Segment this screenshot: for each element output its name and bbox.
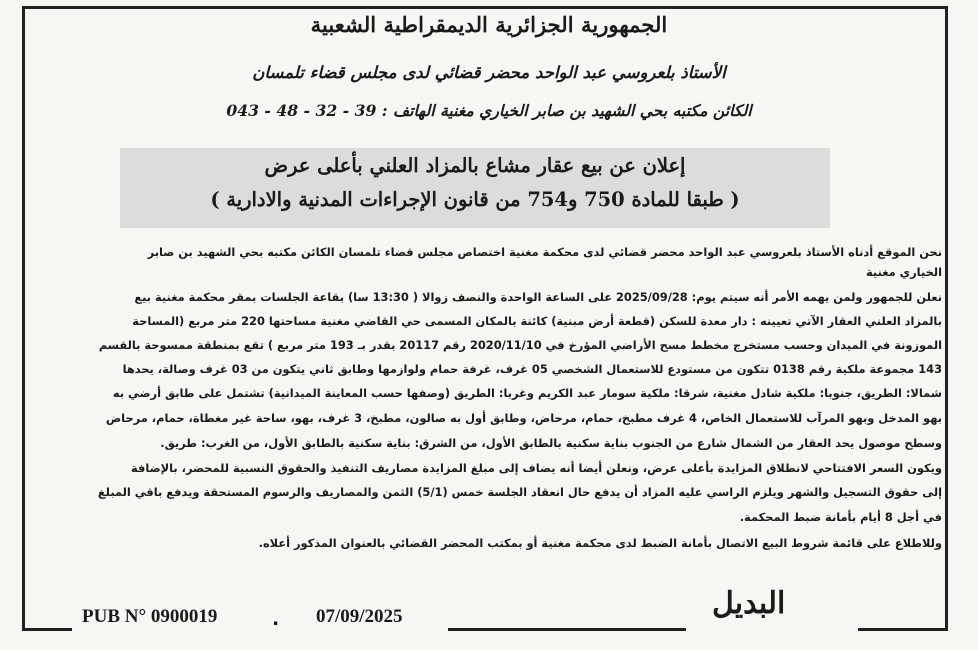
body-line: شمالا: الطريق، جنوبا: ملكية شادل مغنية، شرقا: ملكية سومار عبد الكريم وغربا: الطريق (وصفها حسب المعاينة الميدانية) تشتمل على طابق أرضي به (112, 386, 942, 400)
office-address: الكائن مكتبه بحي الشهيد بن صابر الخياري مغنية الهاتف : 39 - 32 - 48 - 043 (226, 101, 752, 120)
announcement-title-box (120, 148, 830, 228)
price-label: البديل (712, 586, 786, 621)
body-line: ويكون السعر الافتتاحي لانطلاق المزايدة بأعلى عرض، ونعلن أيضا أنه يضاف إلى مبلغ المزايدة مصاريف التنفيذ والحقوق النسبية للمحضر، بالإضافة (130, 461, 942, 475)
republic-title: الجمهورية الجزائرية الديمقراطية الشعبية (310, 12, 668, 37)
body-line: إلى حقوق التسجيل والشهر ويلزم الراسي عليه المزاد أن يدفع حال انعقاد الجلسة خمس (5/1) الثمن والمصاريف والرسوم المستحقة ويدفع باقي المبلغ (97, 485, 942, 499)
body-line: وللاطلاع على قائمة شروط البيع الاتصال بأمانة الضبط لدى محكمة مغنية أو بمكتب المحضر القضائي بالعنوان المذكور أعلاه. (258, 536, 942, 550)
announcement-title: إعلان عن بيع عقار مشاع بالمزاد العلني بأعلى عرض (264, 154, 686, 177)
body-line: وسطح موصول يحد العقار من الشمال شارع من الجنوب بناية سكنية بالطابق الأول، من الشرق: بناية سكنية بالطابق الأول، من الغرب: طريق. (160, 436, 942, 450)
legal-reference: ( طبقا للمادة 750 و754 من قانون الإجراءات المدنية والادارية ) (210, 188, 740, 211)
body-line: الموزونة في الميدان وحسب مستخرج مخطط مسح الأراضي المؤرخ في 2020/11/10 رقم 20117 بقدر بـ 193 متر مربع ) تقع بمنطقة ممسوحة بالقسم (98, 338, 942, 352)
bottom-rule-middle (448, 628, 686, 631)
bottom-rule-left (22, 628, 72, 631)
bailiff-name: الأستاذ بلعروسي عبد الواحد محضر قضائي لدى مجلس قضاء تلمسان (252, 62, 726, 82)
body-line: الخياري مغنية (866, 265, 942, 279)
body-line: نعلن للجمهور ولمن يهمه الأمر أنه سيتم يوم: 2025/09/28 على الساعة الواحدة والنصف زوالا ( 13:30 سا) بقاعة الجلسات بمقر محكمة مغنية بيع (134, 290, 942, 304)
body-line: بالمزاد العلني العقار الآتي تعيينه : دار معدة للسكن (قطعة أرض مبنية) كائنة بالمكان المسمى حي القاضي مغنية مساحتها 220 متر مربع (المساحة (132, 314, 942, 328)
body-line: نحن الموقع أدناه الأستاذ بلعروسي عبد الواحد محضر قضائي لدى محكمة مغنية اختصاص مجلس قضاء تلمسان الكائن مكتبه بحي الشهيد بن صابر (147, 245, 942, 259)
body-line: 143 مجموعة ملكية رقم 0138 تتكون من مستودع للاستعمال الشخصي 05 غرف، غرفة حمام ولوازمها وطابق ثاني يتكون من 03 غرف وصالة، يحدها (122, 362, 942, 376)
publication-date: 07/09/2025 (316, 606, 403, 627)
body-line: بهو المدخل وبهو المرآب للاستعمال الخاص، 4 غرف مطبخ، حمام، مرحاض، وطابق أول به صالون، مطبخ، 3 غرف، بهو، ساحة غير مغطاة، حمام، مرحاض (105, 411, 942, 425)
footer-separator: . (272, 608, 280, 630)
body-line: في أجل 8 أيام بأمانة ضبط المحكمة. (739, 510, 942, 524)
publication-number: PUB N° 0900019 (82, 606, 218, 627)
bottom-rule-right (858, 628, 948, 631)
